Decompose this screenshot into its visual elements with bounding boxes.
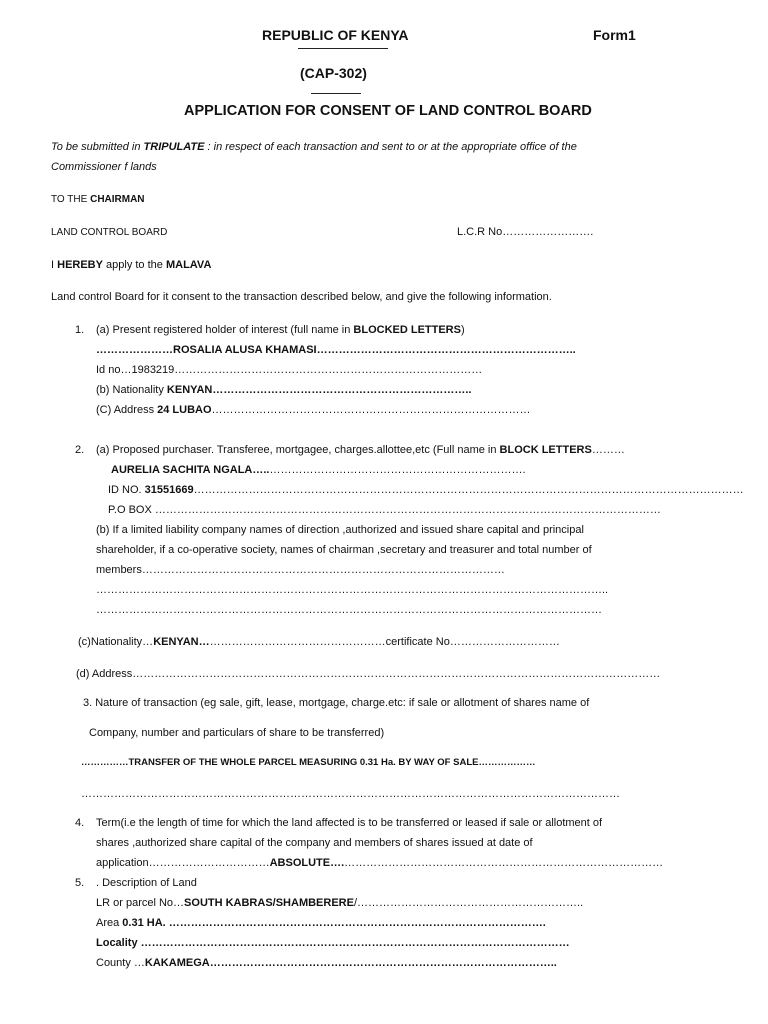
s5-area-line bbox=[96, 915, 546, 931]
s3-detail: ……………TRANSFER OF THE WHOLE PARCEL MEASURING 0.31 Ha. BY WAY OF SALE……………… bbox=[81, 757, 536, 768]
s2-c-value: KENYAN… bbox=[153, 636, 210, 648]
s1-number: 1. bbox=[75, 324, 85, 336]
s1-a-text: (a) Present registered holder of interest (full name in bbox=[96, 324, 354, 336]
header-underline-1 bbox=[298, 48, 388, 49]
s2-b-line-3: members……………………………………………………………………………………… bbox=[96, 564, 505, 576]
lcr-number: L.C.R No……………………. bbox=[457, 226, 594, 238]
s5-lr-label: LR or parcel No… bbox=[96, 897, 185, 909]
s5-lr-value: SOUTH KABRAS/SHAMBERERE bbox=[184, 897, 354, 909]
s2-number: 2. bbox=[75, 444, 85, 456]
s1-addr-label: (C) Address bbox=[96, 404, 158, 416]
hereby-bold: HEREBY bbox=[57, 259, 103, 271]
s4-term-value: ABSOLUTE…. bbox=[269, 857, 345, 869]
s5-lr-dots: /…………………………………………………….. bbox=[353, 897, 584, 909]
s5-number: 5. bbox=[75, 877, 85, 889]
s4-line-1: Term(i.e the length of time for which the land affected is to be transferred or leased if sale or allotment of bbox=[96, 817, 603, 829]
s5-area-dots: …………………………………………………………………………………………. bbox=[165, 917, 546, 929]
s2-c-cert: …………………………………………certificate No………………………… bbox=[209, 636, 560, 648]
s3-dots: ………………………………………………………………………………………………………………………………… bbox=[81, 788, 620, 800]
cap-number: (CAP-302) bbox=[300, 65, 367, 81]
s2-name-value: AURELIA SACHITA NGALA….. bbox=[111, 464, 270, 476]
s5-lr-line bbox=[96, 895, 583, 911]
s4-number: 4. bbox=[75, 817, 85, 829]
chairman: CHAIRMAN bbox=[90, 194, 145, 205]
s1-address bbox=[96, 402, 531, 418]
hereby-line bbox=[51, 257, 211, 273]
to-the: TO THE bbox=[51, 194, 91, 205]
form-label: Form1 bbox=[593, 27, 636, 43]
s2-pobox: P.O BOX ………………………………………………………………………………………………………………………… bbox=[108, 504, 661, 516]
to-the-line bbox=[51, 192, 145, 208]
s2-a-text: (a) Proposed purchaser. Transferee, mortgagee, charges.allottee,etc (Full name in bbox=[96, 444, 500, 456]
intro-line-1 bbox=[51, 139, 577, 155]
s1-holder-name: …………………ROSALIA ALUSA KHAMASI…………………………………………………………….. bbox=[96, 344, 576, 356]
s4-term-dots: …………………………………………………………………………… bbox=[344, 857, 664, 869]
s5-county-label: County … bbox=[96, 957, 145, 969]
consent-line: Land control Board for it consent to the transaction described below, and give the following information. bbox=[51, 291, 552, 303]
s1-a-end: ) bbox=[460, 324, 465, 336]
intro-text-a: To be submitted in bbox=[51, 141, 144, 153]
s1-nat-label: (b) Nationality bbox=[96, 384, 167, 396]
s2-id-label: ID NO. bbox=[108, 484, 145, 496]
header-republic: REPUBLIC OF KENYA bbox=[262, 27, 409, 43]
board-name: MALAVA bbox=[165, 259, 212, 271]
s2-a-bold: BLOCK LETTERS bbox=[499, 444, 592, 456]
s4-app-label: application…………………………… bbox=[96, 857, 270, 869]
s1-a-line bbox=[96, 322, 465, 338]
s2-c-label: (c)Nationality… bbox=[78, 636, 154, 648]
s2-name-dots: ……………………………………………………………. bbox=[269, 464, 526, 476]
s2-d-address: (d) Address……………………………………………………………………………………………………………………………… bbox=[76, 668, 661, 680]
s2-id-dots: …………………………………………………………………………………………………………………………………… bbox=[193, 484, 744, 496]
intro-tripulate: TRIPULATE bbox=[143, 141, 205, 153]
s5-locality: Locality ……………………………………………………………………………………………………… bbox=[96, 937, 570, 949]
page-title: APPLICATION FOR CONSENT OF LAND CONTROL BOARD bbox=[184, 103, 592, 119]
hereby-a: I bbox=[51, 259, 58, 271]
header-underline-2 bbox=[311, 93, 361, 94]
s2-id-value: 31551669 bbox=[144, 484, 194, 496]
s3-line-1: 3. Nature of transaction (eg sale, gift, lease, mortgage, charge.etc: if sale or allotment of shares name of bbox=[83, 697, 590, 709]
s5-heading: . Description of Land bbox=[96, 877, 197, 889]
s5-area-value: 0.31 HA. bbox=[122, 917, 166, 929]
s5-county-line bbox=[96, 955, 557, 971]
s1-nat-value: KENYAN…………………………………………………………….. bbox=[166, 384, 472, 396]
s1-addr-value: 24 LUBAO bbox=[157, 404, 212, 416]
intro-text-c: : in respect of each transaction and sent to or at the appropriate office of the bbox=[204, 141, 577, 153]
s2-id-line bbox=[108, 482, 744, 498]
s2-b-line-2: shareholder, if a co-operative society, names of chairman ,secretary and treasurer and total number of bbox=[96, 544, 592, 556]
hereby-c: apply to the bbox=[102, 259, 166, 271]
s1-addr-dots: …………………………………………………………………………… bbox=[211, 404, 531, 416]
s1-a-bold: BLOCKED LETTERS bbox=[353, 324, 461, 336]
s2-dots-2: ………………………………………………………………………………………………………………………… bbox=[96, 604, 602, 616]
s2-a-end: ……… bbox=[591, 444, 625, 456]
s4-line-2: shares ,authorized share capital of the company and members of shares issued at date of bbox=[96, 837, 533, 849]
s2-dots-1: ………………………………………………………………………………………………………………………….. bbox=[96, 584, 609, 596]
s5-county-value: KAKAMEGA………………………………………………………………………………….. bbox=[144, 957, 557, 969]
s2-c-nationality bbox=[78, 634, 560, 650]
s4-line-3 bbox=[96, 855, 663, 871]
s1-nationality bbox=[96, 382, 471, 398]
intro-line-2: Commissioner f lands bbox=[51, 161, 157, 173]
land-control-board: LAND CONTROL BOARD bbox=[51, 227, 168, 238]
s2-a-line bbox=[96, 442, 625, 458]
s5-area-label: Area bbox=[96, 917, 123, 929]
s1-id-line: Id no…1983219………………………………………………………………………… bbox=[96, 364, 483, 376]
s2-purchaser-name bbox=[111, 462, 526, 478]
s2-b-line-1: (b) If a limited liability company names of direction ,authorized and issued share capital and principal bbox=[96, 524, 584, 536]
s3-line-2: Company, number and particulars of share to be transferred) bbox=[89, 727, 385, 739]
